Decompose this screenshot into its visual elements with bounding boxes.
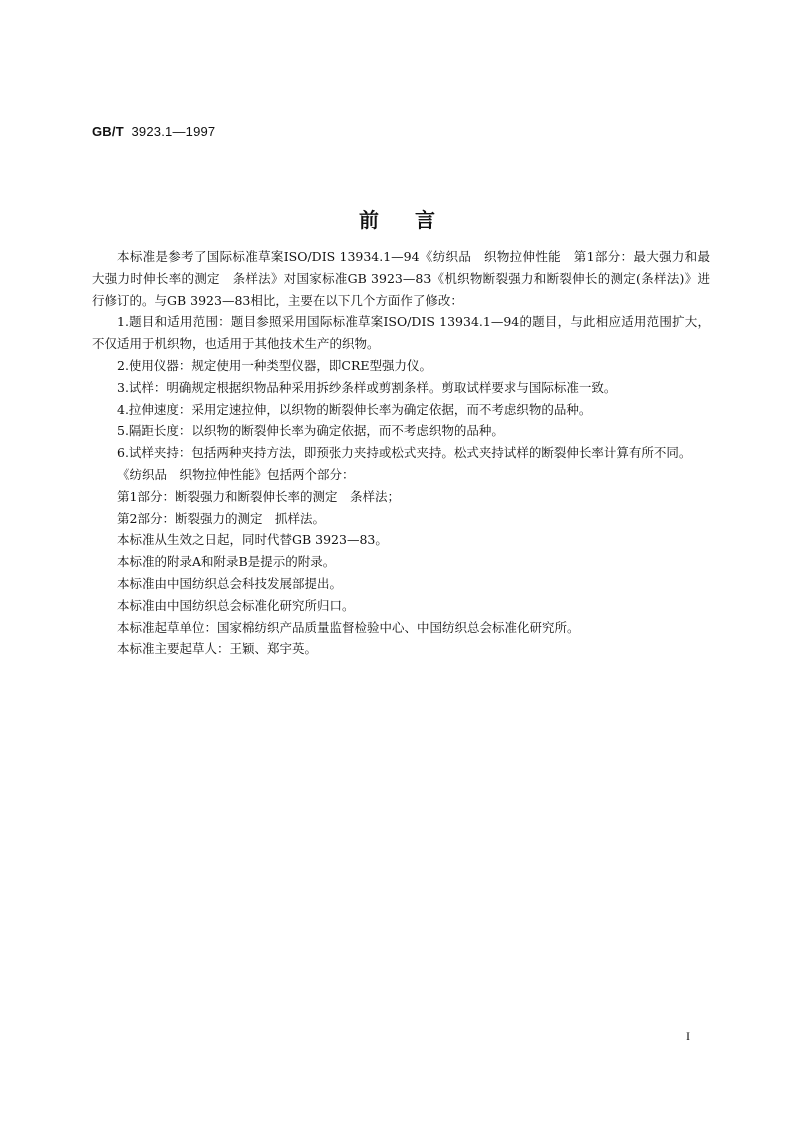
paragraph-parts-intro: 《纺织品 织物拉伸性能》包括两个部分：: [117, 466, 355, 482]
foreword-body: [92, 246, 710, 660]
paragraph-part-2: 第2部分：断裂强力的测定 抓样法。: [117, 510, 325, 526]
paragraph-annex: 本标准的附录A和附录B是提示的附录。: [117, 554, 336, 570]
paragraph-item-5: 5.隔距长度：以织物的断裂伸长率为确定依据，而不考虑织物的品种。: [117, 423, 504, 439]
standard-code-header: [92, 124, 215, 139]
paragraph-item-2: 2.使用仪器：规定使用一种类型仪器，即CRE型强力仪。: [117, 357, 433, 373]
standard-prefix: GB/T: [92, 124, 124, 139]
paragraph-proposed-by: 本标准由中国纺织总会科技发展部提出。: [117, 575, 343, 591]
paragraph-centralized-by: 本标准由中国纺织总会标准化研究所归口。: [117, 597, 355, 613]
paragraph-effective: 本标准从生效之日起，同时代替GB 3923—83。: [117, 532, 388, 548]
paragraph-item-6: 6.试样夹持：包括两种夹持方法，即预张力夹持或松式夹持。松式夹持试样的断裂伸长率计算有所不同。: [117, 445, 692, 461]
paragraph-item-4: 4.拉伸速度：采用定速拉伸，以织物的断裂伸长率为确定依据，而不考虑织物的品种。: [117, 401, 592, 417]
paragraph-item-1: 1.题目和适用范围：题目参照采用国际标准草案ISO/DIS 13934.1—94的题目，与此相应适用范围扩大，不仅适用于机织物，也适用于其他技术生产的织物。: [92, 314, 710, 352]
standard-number: 3923.1—1997: [131, 124, 216, 139]
paragraph-part-1: 第1部分：断裂强力和断裂伸长率的测定 条样法；: [117, 488, 400, 504]
page-number: I: [686, 1029, 690, 1043]
page-title: 前言: [359, 208, 471, 232]
paragraph-drafters: 本标准主要起草人：王颖、郑宇英。: [117, 641, 318, 657]
paragraph-intro: 本标准是参考了国际标准草案ISO/DIS 13934.1—94《纺织品 织物拉伸性能 第1部分：最大强力和最大强力时伸长率的测定 条样法》对国家标准GB 3923—83《机织物断裂强力和断裂伸长的测定(条样法)》进行修订的。与GB 3923—83相比，主要在以下几个方面作了修改：: [92, 249, 710, 308]
paragraph-item-3: 3.试样：明确规定根据织物品种采用拆纱条样或剪割条样。剪取试样要求与国际标准一致。: [117, 379, 617, 395]
paragraph-drafting-units: 本标准起草单位：国家棉纺织产品质量监督检验中心、中国纺织总会标准化研究所。: [117, 619, 580, 635]
